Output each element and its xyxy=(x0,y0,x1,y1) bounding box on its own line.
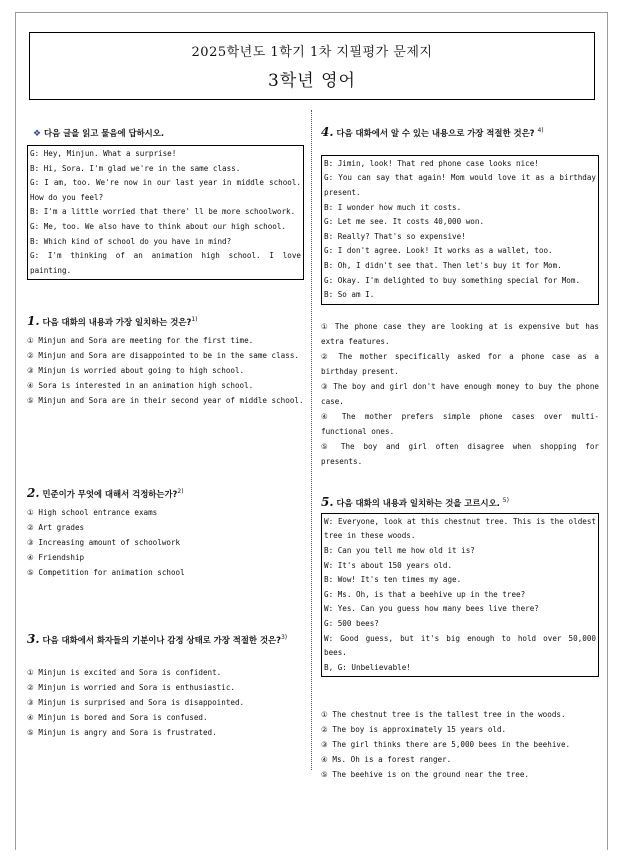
question-text: 다음 대화에서 화자들의 기분이나 감정 상태로 가장 적절한 것은? xyxy=(42,634,281,645)
dialogue-line: W: Yes. Can you guess how many bees live there? xyxy=(324,604,539,614)
option[interactable]: ⑤ Minjun is angry and Sora is frustrated. xyxy=(27,727,217,737)
question-4 xyxy=(321,123,599,469)
dialogue-line: B: Which kind of school do you have in mind? xyxy=(30,236,232,246)
options xyxy=(321,319,599,469)
option[interactable]: ⑤ The boy and girl often disagree when shopping for presents. xyxy=(321,441,599,466)
dialogue-line: W: Everyone, look at this chestnut tree. This is the oldest tree in these woods. xyxy=(324,516,596,541)
footnote-mark: 1) xyxy=(191,316,198,323)
option[interactable]: ④ The mother prefers simple phone cases over multi-functional ones. xyxy=(321,411,599,436)
question-3-head xyxy=(27,631,304,647)
dialogue-line: B: Jimin, look! That red phone case looks nice! xyxy=(324,158,539,168)
question-number: 3. xyxy=(27,631,40,646)
exam-header xyxy=(29,32,595,100)
dialogue-line: B: Really? That's so expensive! xyxy=(324,231,466,241)
dialogue-line: G: I don't agree. Look! It works as a wallet, too. xyxy=(324,246,553,256)
question-2-head xyxy=(27,484,304,502)
options xyxy=(27,505,304,580)
page-frame-left xyxy=(15,12,16,850)
question-3 xyxy=(27,631,304,740)
dialogue-line: G: Ms. Oh, is that a beehive up in the tree? xyxy=(324,589,526,599)
option[interactable]: ① The phone case they are looking at is expensive but has extra features. xyxy=(321,321,599,346)
footnote-mark: 3) xyxy=(280,634,288,641)
option[interactable]: ③ Minjun is worried about going to high school. xyxy=(27,365,245,375)
dialogue-line: G: I am, too. We're now in our last year in middle school. How do you feel? xyxy=(30,178,301,202)
option[interactable]: ① Minjun is excited and Sora is confident. xyxy=(27,667,222,677)
dialogue-line: B: Hi, Sora. I'm glad we're in the same class. xyxy=(30,163,241,173)
question-number: 1. xyxy=(27,313,40,328)
dialogue-line: B: I wonder how much it costs. xyxy=(324,202,462,212)
option[interactable]: ④ Friendship xyxy=(27,552,85,562)
options xyxy=(27,333,304,408)
dialogue-line: B: Can you tell me how old it is? xyxy=(324,546,475,556)
question-4-head xyxy=(321,123,599,141)
question-text: 다음 대화의 내용과 가장 일치하는 것은? xyxy=(42,316,192,327)
column-divider xyxy=(311,110,312,770)
intro-dialogue-box xyxy=(27,145,304,280)
footnote-mark: 5) xyxy=(502,497,509,504)
dialogue-line: G: Okay. I'm delighted to buy something special for Mom. xyxy=(324,275,581,285)
q5-dialogue-box xyxy=(321,513,599,678)
option[interactable]: ③ Minjun is surprised and Sora is disappointed. xyxy=(27,697,245,707)
option[interactable]: ① High school entrance exams xyxy=(27,507,158,517)
options xyxy=(321,707,599,782)
footnote-mark: 2) xyxy=(177,488,184,495)
q4-dialogue-box xyxy=(321,155,599,305)
exam-title: 2025학년도 1학기 1차 지필평가 문제지 xyxy=(191,45,433,60)
options xyxy=(27,665,304,740)
option[interactable]: ⑤ Competition for animation school xyxy=(27,567,185,577)
diamond-icon: ❖ xyxy=(33,129,42,139)
question-5-head xyxy=(321,493,599,511)
footnote-mark: 4) xyxy=(537,127,544,134)
option[interactable]: ② Art grades xyxy=(27,522,85,532)
page-frame-top xyxy=(15,12,607,13)
dialogue-line: G: I'm thinking of an animation high school. I love painting. xyxy=(30,251,301,275)
option[interactable]: ② Minjun is worried and Sora is enthusiastic. xyxy=(27,682,235,692)
exam-subject: 3학년 영어 xyxy=(268,71,356,91)
option[interactable]: ⑤ Minjun and Sora are in their second year of middle school. xyxy=(27,395,304,405)
question-text: 다음 대화의 내용과 일치하는 것을 고르시오. xyxy=(336,497,500,508)
option[interactable]: ④ Ms. Oh is a forest ranger. xyxy=(321,755,452,765)
question-5 xyxy=(321,493,599,782)
option[interactable]: ② The boy is approximately 15 years old. xyxy=(321,725,507,735)
option[interactable]: ③ The girl thinks there are 5,000 bees in the beehive. xyxy=(321,740,571,750)
dialogue-line: W: It's about 150 years old. xyxy=(324,560,453,570)
page-frame-right xyxy=(607,12,608,850)
dialogue-line: G: You can say that again! Mom would love it as a birthday present. xyxy=(324,173,596,198)
question-1-head xyxy=(27,312,304,330)
dialogue-line: B: I'm a little worried that there' ll be more schoolwork. xyxy=(30,207,296,217)
option[interactable]: ② Minjun and Sora are disappointed to be in the same class. xyxy=(27,350,299,360)
question-number: 4. xyxy=(321,124,334,139)
dialogue-line: G: Hey, Minjun. What a surprise! xyxy=(30,149,177,159)
question-text: 다음 대화에서 알 수 있는 내용으로 가장 적절한 것은? xyxy=(336,127,535,138)
dialogue-line: B: Oh, I didn't see that. Then let's buy it for Mom. xyxy=(324,261,562,271)
intro-section xyxy=(27,126,304,280)
option[interactable]: ② The mother specifically asked for a phone case as a birthday present. xyxy=(321,351,599,376)
option[interactable]: ④ Sora is interested in an animation high school. xyxy=(27,380,254,390)
option[interactable]: ③ The boy and girl don't have enough money to buy the phone case. xyxy=(321,381,599,406)
dialogue-line: B: Wow! It's ten times my age. xyxy=(324,575,462,585)
question-2 xyxy=(27,484,304,580)
option[interactable]: ① The chestnut tree is the tallest tree in the woods. xyxy=(321,710,566,720)
dialogue-line: G: Me, too. We also have to think about our high school. xyxy=(30,222,287,232)
option[interactable]: ④ Minjun is bored and Sora is confused. xyxy=(27,712,208,722)
dialogue-line: G: 500 bees? xyxy=(324,619,379,629)
question-number: 2. xyxy=(27,485,40,500)
option[interactable]: ⑤ The beehive is on the ground near the tree. xyxy=(321,770,529,780)
question-number: 5. xyxy=(321,494,334,509)
question-text: 민준이가 무엇에 대해서 걱정하는가? xyxy=(42,488,178,499)
option[interactable]: ① Minjun and Sora are meeting for the first time. xyxy=(27,335,254,345)
option[interactable]: ③ Increasing amount of schoolwork xyxy=(27,537,181,547)
dialogue-line: B, G: Unbelievable! xyxy=(324,662,411,672)
intro-instruction-row xyxy=(27,126,304,142)
question-1 xyxy=(27,312,304,408)
intro-instruction: 다음 글을 읽고 물음에 답하시오. xyxy=(44,128,165,138)
dialogue-line: B: So am I. xyxy=(324,290,375,300)
dialogue-line: W: Good guess, but it's big enough to hold over 50,000 bees. xyxy=(324,633,596,658)
dialogue-line: G: Let me see. It costs 40,000 won. xyxy=(324,217,485,227)
